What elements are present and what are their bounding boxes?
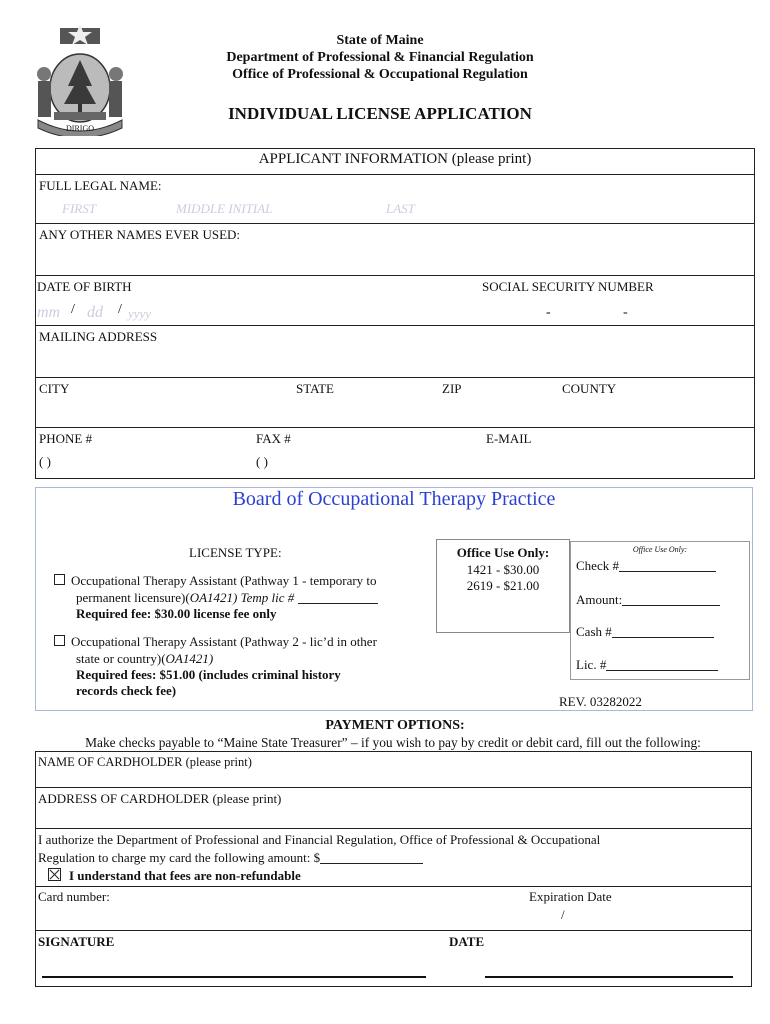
dob-year-field[interactable]: yyyy: [128, 306, 152, 321]
svg-text:DIRIGO: DIRIGO: [66, 124, 94, 133]
other-names-label: ANY OTHER NAMES EVER USED:: [39, 227, 241, 242]
city-label: CITY: [39, 381, 70, 396]
lic-number-field[interactable]: Lic. #: [576, 657, 718, 673]
charge-amount-field[interactable]: Regulation to charge my card the following amount: $: [38, 850, 423, 866]
amount-field[interactable]: Amount:: [576, 592, 720, 608]
check-number-field[interactable]: Check #: [576, 558, 716, 574]
option2-fee-line2: records check fee): [76, 683, 177, 698]
applicant-section-title: APPLICANT INFORMATION (please print): [258, 151, 532, 167]
mailing-address-label: MAILING ADDRESS: [39, 329, 158, 344]
email-label: E-MAIL: [486, 431, 532, 446]
cardholder-name-label[interactable]: NAME OF CARDHOLDER (please print): [38, 755, 252, 769]
payment-title: PAYMENT OPTIONS:: [325, 718, 465, 733]
payment-instructions: Make checks payable to “Maine State Treasurer” – if you wish to pay by credit or debit card, fill out the following:: [85, 735, 701, 750]
option2-fee-line1: Required fees: $51.00 (includes criminal history: [76, 667, 341, 682]
full-legal-name-label: FULL LEGAL NAME:: [39, 178, 162, 193]
state-seal: [30, 24, 130, 136]
ssn-dash-1: -: [546, 305, 551, 320]
signature-label: SIGNATURE: [38, 934, 115, 949]
expiration-date-label: Expiration Date: [529, 889, 612, 904]
license-option-pathway-2[interactable]: Occupational Therapy Assistant (Pathway 2 - lic’d in other: [54, 634, 377, 650]
checkbox-pathway-1[interactable]: [54, 574, 65, 585]
cash-number-field[interactable]: Cash #: [576, 624, 714, 640]
fax-area-code[interactable]: ( ): [256, 454, 268, 469]
dob-day-field[interactable]: dd: [87, 304, 103, 321]
card-number-label[interactable]: Card number:: [38, 889, 110, 904]
option1-fee: Required fee: $30.00 license fee only: [76, 606, 277, 621]
expiration-slash[interactable]: /: [561, 907, 565, 922]
office-use-title: Office Use Only:: [456, 545, 550, 560]
board-title: Board of Occupational Therapy Practice: [232, 488, 556, 510]
date-label: DATE: [449, 934, 485, 949]
nonrefundable-acknowledgement[interactable]: I understand that fees are non-refundable: [48, 868, 301, 884]
checkbox-pathway-2[interactable]: [54, 635, 65, 646]
last-name-field[interactable]: LAST: [386, 201, 415, 216]
header-office: Office of Professional & Occupational Regulation: [232, 67, 528, 82]
zip-label: ZIP: [442, 381, 462, 396]
state-label: STATE: [296, 381, 334, 396]
ssn-dash-2: -: [623, 305, 628, 320]
middle-initial-field[interactable]: MIDDLE INITIAL: [176, 201, 273, 216]
license-option-pathway-1[interactable]: Occupational Therapy Assistant (Pathway 1 - temporary to: [54, 573, 377, 589]
cardholder-address-label[interactable]: ADDRESS OF CARDHOLDER (please print): [38, 791, 282, 806]
date-line[interactable]: [485, 976, 733, 978]
phone-label: PHONE #: [39, 431, 93, 446]
option2-line2: state or country)(OA1421): [76, 651, 214, 666]
office-use-small-title: Office Use Only:: [632, 545, 688, 554]
authorize-line-1: I authorize the Department of Professional and Financial Regulation, Office of Professional & Occupational: [38, 832, 601, 847]
dob-slash-1: /: [71, 302, 75, 317]
dob-label: DATE OF BIRTH: [37, 279, 132, 294]
fax-label: FAX #: [256, 431, 291, 446]
signature-line[interactable]: [42, 976, 426, 978]
dob-month-field[interactable]: mm: [37, 304, 61, 321]
phone-area-code[interactable]: ( ): [39, 454, 51, 469]
header-state: State of Maine: [336, 33, 424, 48]
option1-line2: permanent licensure)(OA1421) Temp lic #: [76, 590, 378, 606]
checked-box-icon[interactable]: [48, 868, 61, 881]
office-fee-2619: 2619 - $21.00: [466, 578, 540, 593]
form-title: INDIVIDUAL LICENSE APPLICATION: [228, 104, 532, 123]
office-fee-1421: 1421 - $30.00: [466, 562, 540, 577]
revision-label: REV. 03282022: [559, 694, 642, 709]
ssn-label: SOCIAL SECURITY NUMBER: [482, 279, 654, 294]
first-name-field[interactable]: FIRST: [62, 201, 96, 216]
temp-license-number-field[interactable]: [298, 591, 378, 604]
county-label: COUNTY: [562, 381, 617, 396]
header-department: Department of Professional & Financial Regulation: [226, 50, 534, 65]
dob-slash-2: /: [118, 302, 122, 317]
license-type-label: LICENSE TYPE:: [189, 545, 282, 560]
